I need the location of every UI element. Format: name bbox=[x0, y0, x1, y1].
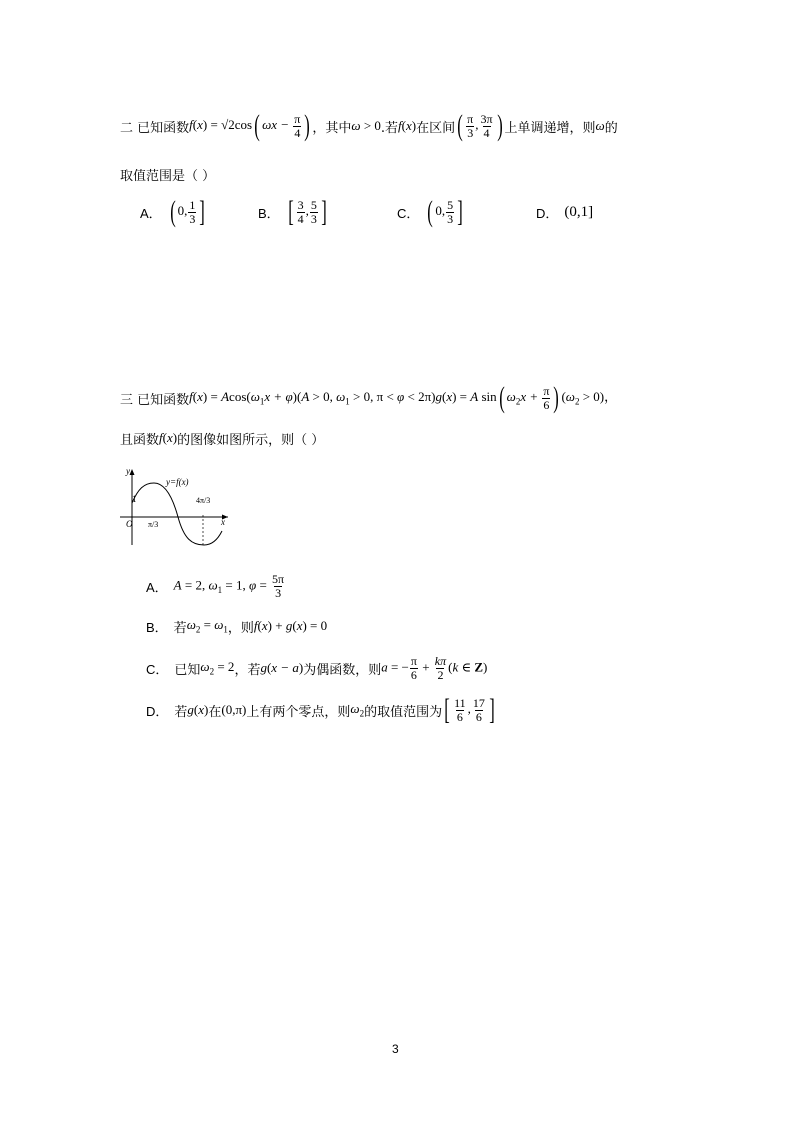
q3-option-b-cond: $\omega_2 = \omega_1$ bbox=[186, 617, 228, 635]
q2-option-d-label: D． bbox=[536, 205, 559, 221]
graph-y-tick: 1 bbox=[132, 494, 137, 504]
graph-tick-pi3: π/3 bbox=[148, 520, 159, 529]
q2-omega: ω bbox=[595, 118, 605, 133]
q3-option-d-omega: $\omega_2$ bbox=[350, 701, 365, 719]
q3-option-d-text: 若 bbox=[174, 704, 188, 720]
q2-function-def: f(x) = √2cos( ωx − $\frac{\pi}{4}$ ) bbox=[189, 109, 311, 142]
q2-increasing-text: 上单调递增，则 bbox=[504, 120, 596, 136]
q2-option-b[interactable] bbox=[258, 192, 329, 232]
q3-option-d-gx: g(x) bbox=[187, 702, 209, 717]
graph-sine-curve bbox=[132, 483, 222, 545]
q2-option-c[interactable] bbox=[397, 192, 465, 232]
graph-curve-label: y=f(x) bbox=[166, 477, 189, 487]
q2-option-d-value: (0,1] bbox=[564, 203, 594, 220]
q3-option-d-mid: 在 bbox=[208, 704, 222, 720]
q3-option-d-mid2: 上有两个零点，则 bbox=[246, 704, 351, 720]
q3-function-def: $f(x) = Acos(\omega_1x + \varphi)(A > 0$, $\omega_1 > 0$, π < φ < 2π)g(x) = A sin( $\omega_2x$ + $\frac{\pi}{6}$ ) $(\omega_2 > 0)$， bbox=[189, 381, 618, 414]
q3-option-c-label: C． bbox=[146, 661, 169, 677]
q3-option-c[interactable] bbox=[146, 648, 487, 688]
q2-option-b-label: B． bbox=[258, 205, 280, 221]
q3-option-a-label: A． bbox=[146, 579, 168, 595]
q3-option-c-formula: a = − $\frac{\pi}{6}$ + $\frac{k\pi}{2}$ (k ∈ Z) bbox=[381, 653, 488, 682]
q2-option-a-label: A． bbox=[140, 205, 162, 221]
q3-option-a-formula: A = 2, $\omega_1 = 1$, φ = $\frac{5\pi}{3}$ bbox=[173, 571, 285, 600]
graph-y-label: y bbox=[126, 466, 130, 476]
q2-option-d[interactable] bbox=[536, 192, 593, 232]
graph-tick-4pi3: 4π/3 bbox=[196, 496, 211, 505]
q2-option-c-label: C． bbox=[397, 205, 420, 221]
q2-option-a[interactable] bbox=[140, 192, 207, 232]
q3-option-b-formula: f(x) + g(x) = 0 bbox=[253, 618, 328, 633]
q2-condition: ω > 0 bbox=[351, 118, 381, 133]
q3-function-graph bbox=[118, 465, 233, 550]
q3-and-text: 且函数 bbox=[120, 432, 160, 448]
q2-interval-text: 在区间 bbox=[416, 120, 456, 136]
q2-line2: 取值范围是（ ） bbox=[120, 169, 216, 184]
q3-graph-text: 的图像如图所示，则（ ） bbox=[177, 432, 325, 448]
graph-origin: O bbox=[126, 519, 133, 529]
q2-where-text: ，其中 bbox=[312, 120, 352, 136]
q2-option-b-value: [ $\frac{3}{4}$ , $\frac{5}{3}$ ] bbox=[287, 195, 327, 228]
q2-fx: f(x) bbox=[398, 118, 417, 133]
q2-option-c-value: ( 0, $\frac{5}{3}$ ] bbox=[427, 195, 463, 228]
q3-option-d-interval: (0,π) bbox=[221, 702, 247, 717]
q2-intro-text: 已知函数 bbox=[137, 120, 190, 136]
q3-line1 bbox=[120, 378, 617, 418]
q3-option-c-text: 已知 bbox=[174, 662, 201, 678]
q2-interval: ( $\frac{\pi}{3}$ , $\frac{3\pi}{4}$ ) bbox=[457, 109, 503, 142]
q3-fx: f(x) bbox=[159, 430, 178, 445]
q3-number: 三 bbox=[120, 392, 134, 408]
page-number: 3 bbox=[392, 1042, 399, 1056]
q3-option-d-range: [ $\frac{11}{6}$ , $\frac{17}{6}$ ] bbox=[444, 693, 495, 726]
q3-option-c-gxa: g(x − a) bbox=[260, 660, 304, 675]
q3-option-b-mid: ，则 bbox=[227, 620, 254, 636]
q3-option-c-cond: $\omega_2 = 2$ bbox=[200, 659, 235, 677]
q3-option-c-mid: ，若 bbox=[234, 662, 261, 678]
q3-option-d-label: D． bbox=[146, 703, 169, 719]
q2-number: 二 bbox=[120, 120, 134, 136]
q2-line1 bbox=[120, 106, 618, 146]
q3-intro-text: 已知函数 bbox=[137, 392, 190, 408]
q2-of-text: 的 bbox=[604, 120, 618, 136]
q3-option-a[interactable] bbox=[146, 566, 286, 606]
q3-option-b-text: 若 bbox=[173, 620, 187, 636]
q3-option-c-mid2: 为偶函数，则 bbox=[303, 662, 382, 678]
q3-option-b-label: B． bbox=[146, 619, 168, 635]
q2-option-a-value: ( 0, $\frac{1}{3}$ ] bbox=[169, 195, 206, 228]
q3-option-d[interactable] bbox=[146, 690, 497, 730]
graph-y-arrow bbox=[130, 469, 135, 475]
q3-line2 bbox=[120, 418, 324, 458]
q3-option-d-end: 的取值范围为 bbox=[364, 704, 443, 720]
q2-if-text: .若 bbox=[380, 120, 399, 136]
graph-x-label: x bbox=[221, 517, 225, 527]
q3-option-b[interactable] bbox=[146, 606, 327, 646]
